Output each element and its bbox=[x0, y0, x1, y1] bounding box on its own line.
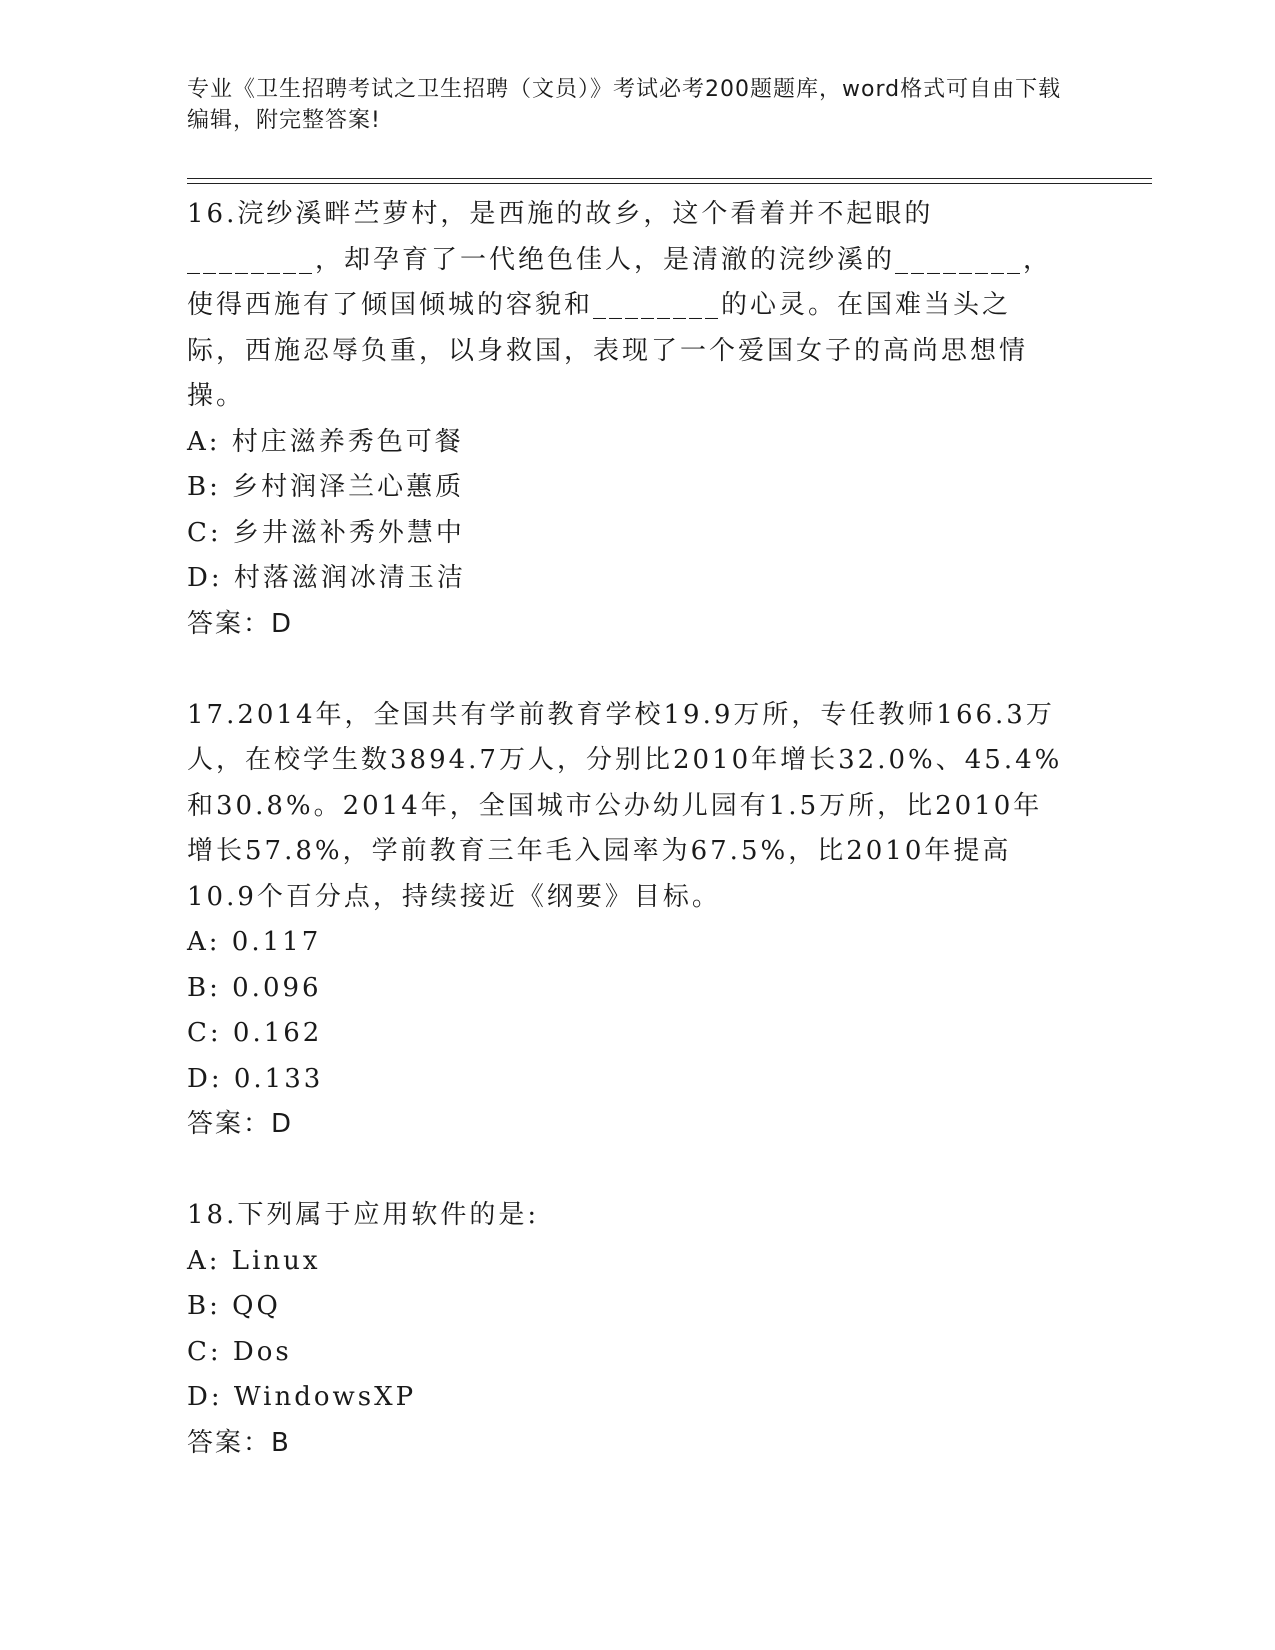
option-c: C: 乡井滋补秀外慧中 bbox=[187, 517, 465, 548]
answer: 答案：D bbox=[187, 1109, 294, 1139]
question-16 bbox=[187, 192, 1067, 647]
answer: 答案：B bbox=[187, 1427, 291, 1458]
option-b: B: 乡村润泽兰心蕙质 bbox=[187, 472, 465, 502]
option-c: C: 0.162 bbox=[187, 1018, 323, 1048]
answer: 答案：D bbox=[187, 608, 294, 639]
option-d: D: 0.133 bbox=[187, 1063, 324, 1094]
option-c: C: Dos bbox=[187, 1336, 292, 1367]
question-spacer bbox=[187, 1148, 1067, 1194]
question-text: 17.2014年，全国共有学前教育学校19.9万所，专任教师166.3万人，在校学生数3894.7万人，分别比2010年增长32.0%、45.4%和30.8%。2014年，全国城市公办幼儿园有1.5万所，比2010年增长57.8%，学前教育三年毛入园率为67.5%，比2010年提高10.9个百分点，持续接近《纲要》目标。 bbox=[187, 699, 1063, 912]
option-d: D: WindowsXP bbox=[187, 1382, 417, 1412]
option-b: B: 0.096 bbox=[187, 972, 322, 1003]
option-a: A: 村庄滋养秀色可餐 bbox=[187, 426, 464, 457]
question-17 bbox=[187, 693, 1067, 1148]
document-header: 专业《卫生招聘考试之卫生招聘（文员）》考试必考200题题库，word格式可自由下载编辑，附完整答案! bbox=[187, 77, 1062, 133]
question-text: 18.下列属于应用软件的是: bbox=[187, 1200, 540, 1230]
header-divider-top bbox=[187, 178, 1152, 179]
option-a: A: 0.117 bbox=[187, 927, 322, 957]
question-text: 16.浣纱溪畔苎萝村，是西施的故乡，这个看着并不起眼的________，却孕育了一代绝色佳人，是清澈的浣纱溪的________，使得西施有了倾国倾城的容貌和________的心灵。在国难当头之际，西施忍辱负重，以身救国，表现了一个爱国女子的高尚思想情操。 bbox=[187, 199, 1053, 411]
header-divider-bottom bbox=[187, 183, 1152, 184]
question-list bbox=[187, 192, 1067, 1466]
option-a: A: Linux bbox=[187, 1245, 321, 1276]
option-d: D: 村落滋润冰清玉洁 bbox=[187, 563, 466, 593]
question-spacer bbox=[187, 647, 1067, 693]
option-b: B: QQ bbox=[187, 1291, 281, 1321]
question-18 bbox=[187, 1193, 1067, 1466]
